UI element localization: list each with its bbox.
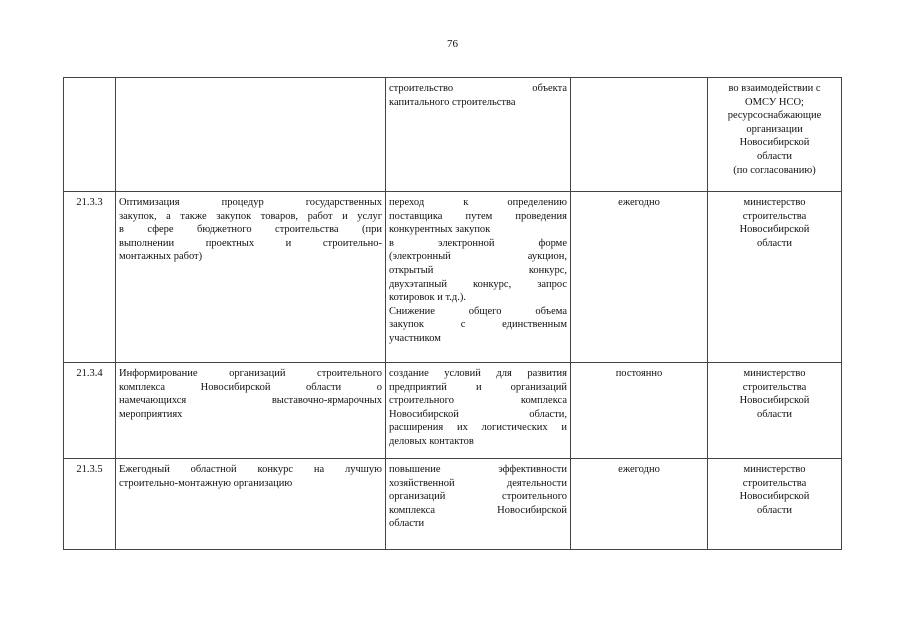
page-number: 76	[447, 38, 458, 50]
cell-line: мероприятиях	[119, 408, 183, 420]
cell-line: строительства	[742, 210, 807, 222]
cell-line: Новосибирской	[739, 491, 810, 503]
responsible-cell	[708, 363, 842, 459]
cell-line: строительство объекта	[389, 83, 567, 94]
cell-line: повышение эффективности	[389, 464, 567, 475]
cell-line: Снижение общего объема	[389, 305, 567, 317]
cell-line: конкурентных закупок	[389, 224, 491, 236]
table-row	[64, 459, 842, 550]
result-cell	[386, 192, 571, 363]
responsible-cell	[708, 459, 842, 550]
cell-line: организаций строительного	[389, 491, 567, 503]
cell-line: деловых контактов	[389, 435, 474, 447]
cell-line: комплекса Новосибирской	[389, 504, 567, 516]
cell-line: закупок с единственным	[389, 319, 567, 331]
cell-line: (электронный аукцион,	[389, 251, 567, 263]
result-cell	[386, 363, 571, 459]
cell-line: в сфере бюджетного строительства (при	[119, 224, 382, 236]
period-cell: постоянно	[571, 363, 708, 459]
cell-line: строительно-монтажную организацию	[119, 477, 293, 489]
cell-line: строительного комплекса	[389, 395, 567, 407]
direction-cell	[116, 78, 386, 192]
period-cell: ежегодно	[571, 459, 708, 550]
cell-line: комплекса Новосибирской области о	[119, 381, 382, 393]
cell-line: Новосибирской	[739, 224, 810, 236]
direction-cell	[116, 192, 386, 363]
cell-line: намечающихся выставочно-ярмарочных	[119, 395, 382, 407]
cell-line: Ежегодный областной конкурс на лучшую	[119, 464, 382, 475]
cell-line: поставщика путем проведения	[389, 210, 567, 222]
cell-line: министерство	[743, 197, 806, 208]
item-number-cell: 21.3.5	[64, 459, 116, 550]
cell-line: области	[756, 504, 793, 516]
cell-line: открытый конкурс,	[389, 264, 567, 276]
cell-line: монтажных работ)	[119, 251, 203, 263]
cell-line: Новосибирской	[739, 137, 810, 149]
table-row	[64, 363, 842, 459]
item-number-cell: 21.3.4	[64, 363, 116, 459]
cell-line: создание условий для развития	[389, 368, 567, 379]
cell-line: Новосибирской области,	[389, 408, 567, 420]
cell-line: во взаимодействии с	[728, 83, 821, 94]
period-cell	[571, 78, 708, 192]
cell-line: строительства	[742, 477, 807, 489]
table-row	[64, 78, 842, 192]
cell-line: области	[756, 237, 793, 249]
cell-line: ОМСУ НСО;	[745, 96, 804, 108]
cell-line: области	[756, 408, 793, 420]
cell-line: закупок, а также закупок товаров, работ и услуг	[119, 210, 382, 222]
cell-line: в электронной форме	[389, 237, 567, 249]
cell-line: строительства	[742, 381, 807, 393]
period-cell: ежегодно	[571, 192, 708, 363]
cell-line: Оптимизация процедур государственных	[119, 197, 382, 208]
cell-line: капитального строительства	[389, 96, 516, 108]
cell-line: расширения их логистических и	[389, 422, 567, 434]
result-cell	[386, 459, 571, 550]
cell-line: ресурсоснабжающие	[727, 110, 822, 122]
cell-line: (по согласованию)	[733, 164, 816, 176]
cell-line: области	[756, 150, 793, 162]
table-row	[64, 192, 842, 363]
activity-plan-table	[63, 77, 842, 550]
cell-line: выполнении проектных и строительно-	[119, 237, 382, 249]
table-body	[64, 78, 842, 550]
responsible-cell	[708, 78, 842, 192]
item-number-cell: 21.3.3	[64, 192, 116, 363]
cell-line: Новосибирской	[739, 395, 810, 407]
cell-line: Информирование организаций строительного	[119, 368, 382, 379]
cell-line: хозяйственной деятельности	[389, 477, 567, 489]
cell-line: организации	[746, 123, 803, 135]
result-cell	[386, 78, 571, 192]
cell-line: двухэтапный конкурс, запрос	[389, 278, 567, 290]
cell-line: министерство	[743, 368, 806, 379]
cell-line: переход к определению	[389, 197, 567, 208]
item-number-cell	[64, 78, 116, 192]
direction-cell	[116, 363, 386, 459]
cell-line: участником	[389, 332, 441, 344]
direction-cell	[116, 459, 386, 550]
cell-line: котировок и т.д.).	[389, 292, 467, 304]
responsible-cell	[708, 192, 842, 363]
cell-line: министерство	[743, 464, 806, 475]
cell-line: области	[389, 518, 425, 530]
cell-line: предприятий и организаций	[389, 381, 567, 393]
